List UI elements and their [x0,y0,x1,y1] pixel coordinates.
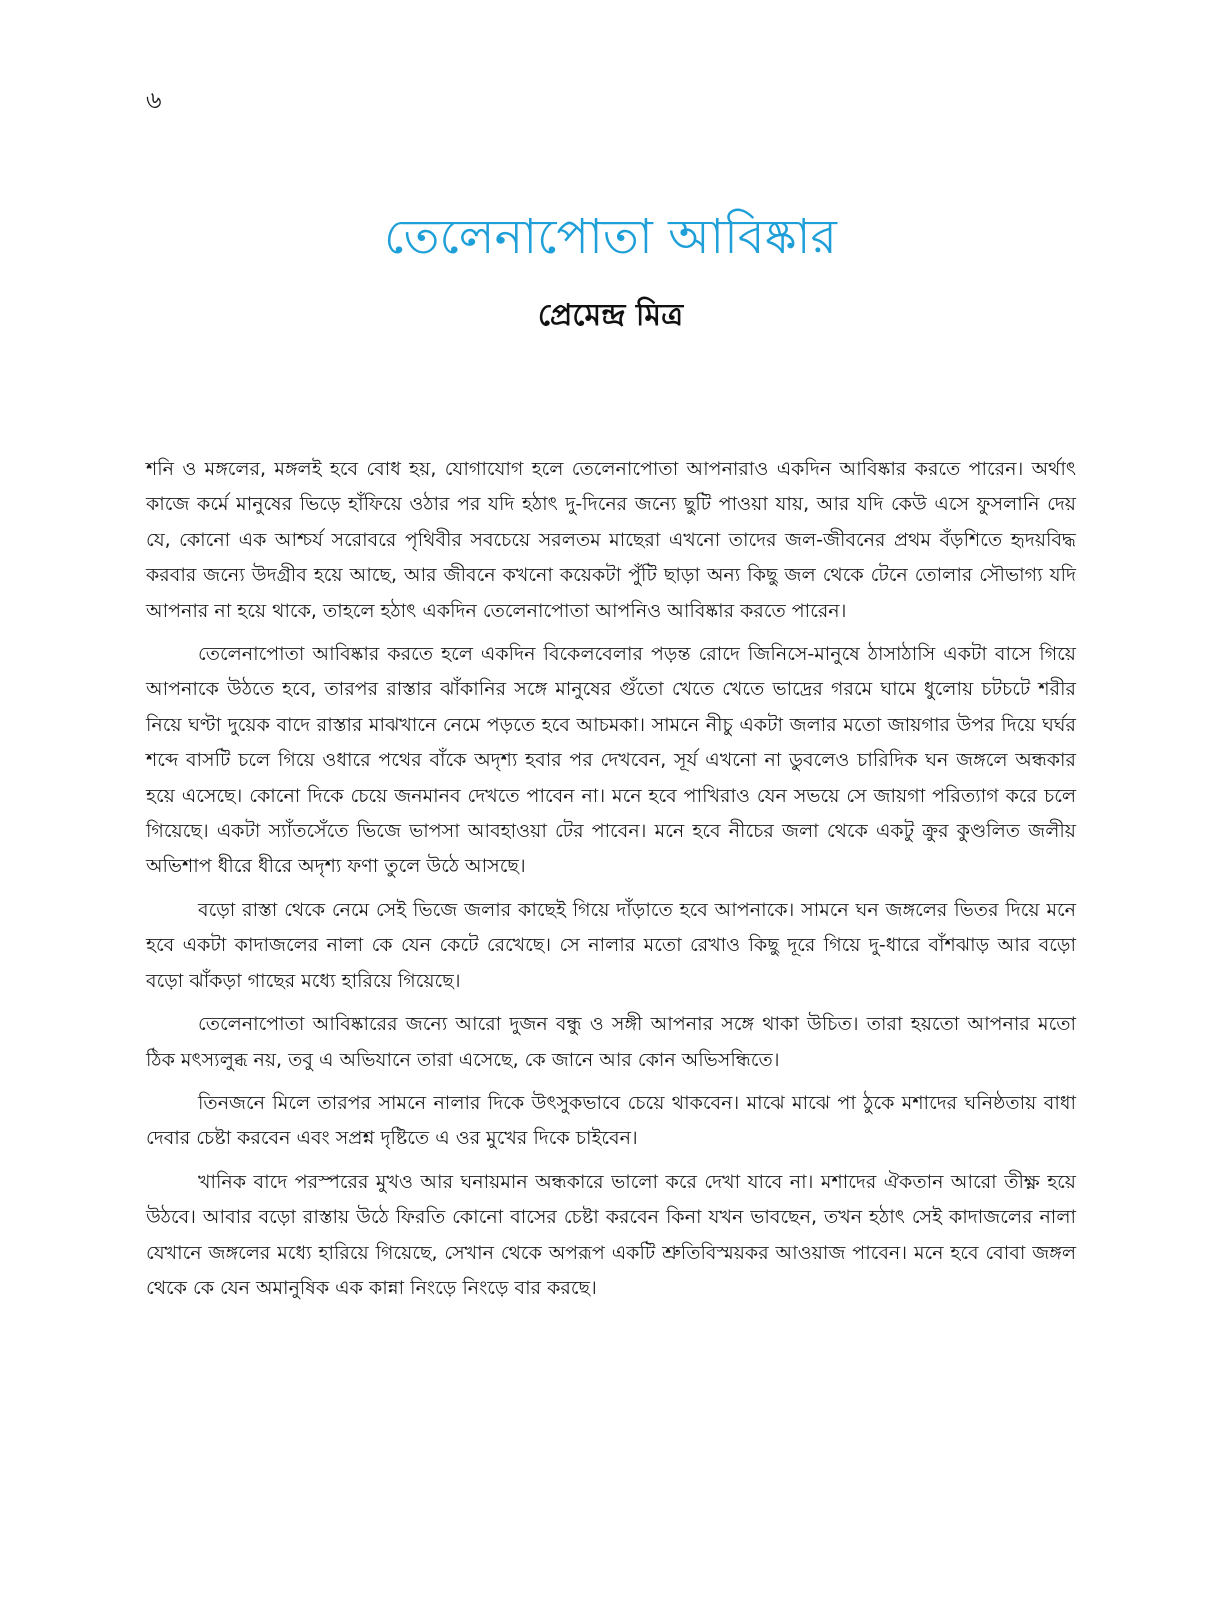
paragraph-3: বড়ো রাস্তা থেকে নেমে সেই ভিজে জলার কাছেই গিয়ে দাঁড়াতে হবে আপনাকে। সামনে ঘন জঙ্গলের ভিতর দিয়ে মনে হবে একটা কাদাজলের নালা কে যেন কেটে রেখেছে। সে নালার মতো রেখাও কিছু দূরে গিয়ে দু-ধারে বাঁশঝাড় আর বড়ো বড়ো ঝাঁকড়া গাছের মধ্যে হারিয়ে গিয়েছে। [146,898,1076,992]
chapter-title: তেলেনাপোতা আবিষ্কার [384,209,837,265]
author-name: প্রেমেন্দ্র মিত্র [537,298,684,333]
paragraph-6: খানিক বাদে পরস্পরের মুখও আর ঘনায়মান অন্ধকারে ভালো করে দেখা যাবে না। মশাদের ঐকতান আরো তীক্ষ্ণ হয়ে উঠবে। আবার বড়ো রাস্তায় উঠে ফিরতি কোনো বাসের চেষ্টা করবেন কিনা যখন ভাবছেন, তখন হঠাৎ সেই কাদাজলের নালা যেখানে জঙ্গলের মধ্যে হারিয়ে গিয়েছে, সেখান থেকে অপরূপ একটি শ্রুতিবিস্ময়কর আওয়াজ পাবেন। মনে হবে বোবা জঙ্গল থেকে কে যেন অমানুষিক এক কান্না নিংড়ে নিংড়ে বার করছে। [146,1170,1076,1299]
paragraph-2: তেলেনাপোতা আবিষ্কার করতে হলে একদিন বিকেলবেলার পড়ন্ত রোদে জিনিসে-মানুষে ঠাসাঠাসি একটা বাসে গিয়ে আপনাকে উঠতে হবে, তারপর রাস্তার ঝাঁকানির সঙ্গে মানুষের গুঁতো খেতে খেতে ভাদ্রের গরমে ঘামে ধুলোয় চটচটে শরীর নিয়ে ঘণ্টা দুয়েক বাদে রাস্তার মাঝখানে নেমে পড়তে হবে আচমকা। সামনে নীচু একটা জলার মতো জায়গার উপর দিয়ে ঘর্ঘর শব্দে বাসটি চলে গিয়ে ওধারে পথের বাঁকে অদৃশ্য হবার পর দেখবেন, সূর্য এখনো না ডুবলেও চারিদিক ঘন জঙ্গলে অন্ধকার হয়ে এসেছে। কোনো দিকে চেয়ে জনমানব দেখতে পাবেন না। মনে হবে পাখিরাও যেন সভয়ে সে জায়গা পরিত্যাগ করে চলে গিয়েছে। একটা স্যাঁতসেঁতে ভিজে ভাপসা আবহাওয়া টের পাবেন। মনে হবে নীচের জলা থেকে একটু ক্রুর কুণ্ডলিত জলীয় অভিশাপ ধীরে ধীরে অদৃশ্য ফণা তুলে উঠে আসছে। [146,643,1076,878]
paragraph-4: তেলেনাপোতা আবিষ্কারের জন্যে আরো দুজন বন্ধু ও সঙ্গী আপনার সঙ্গে থাকা উচিত। তারা হয়তো আপনার মতো ঠিক মৎস্যলুব্ধ নয়, তবু এ অভিযানে তারা এসেছে, কে জানে আর কোন অভিসন্ধিতে। [146,1013,1076,1071]
paragraph-5: তিনজনে মিলে তারপর সামনে নালার দিকে উৎসুকভাবে চেয়ে থাকবেন। মাঝে মাঝে পা ঠুকে মশাদের ঘনিষ্ঠতায় বাধা দেবার চেষ্টা করবেন এবং সপ্রশ্ন দৃষ্টিতে এ ওর মুখের দিকে চাইবেন। [146,1091,1076,1150]
story-body [146,452,1076,1314]
page-number: ৬ [146,86,162,114]
paragraph-1: শনি ও মঙ্গলের, মঙ্গলই হবে বোধ হয়, যোগাযোগ হলে তেলেনাপোতা আপনারাও একদিন আবিষ্কার করতে পারেন। অর্থাৎ কাজে কর্মে মানুষের ভিড়ে হাঁফিয়ে ওঠার পর যদি হঠাৎ দু-দিনের জন্যে ছুটি পাওয়া যায়, আর যদি কেউ এসে ফুসলানি দেয় যে, কোনো এক আশ্চর্য সরোবরে পৃথিবীর সবচেয়ে সরলতম মাছেরা এখনো তাদের জল-জীবনের প্রথম বঁড়শিতে হৃদয়বিদ্ধ করবার জন্যে উদগ্রীব হয়ে আছে, আর জীবনে কখনো কয়েকটা পুঁটি ছাড়া অন্য কিছু জল থেকে টেনে তোলার সৌভাগ্য যদি আপনার না হয়ে থাকে, তাহলে হঠাৎ একদিন তেলেনাপোতা আপনিও আবিষ্কার করতে পারেন। [146,458,1076,622]
